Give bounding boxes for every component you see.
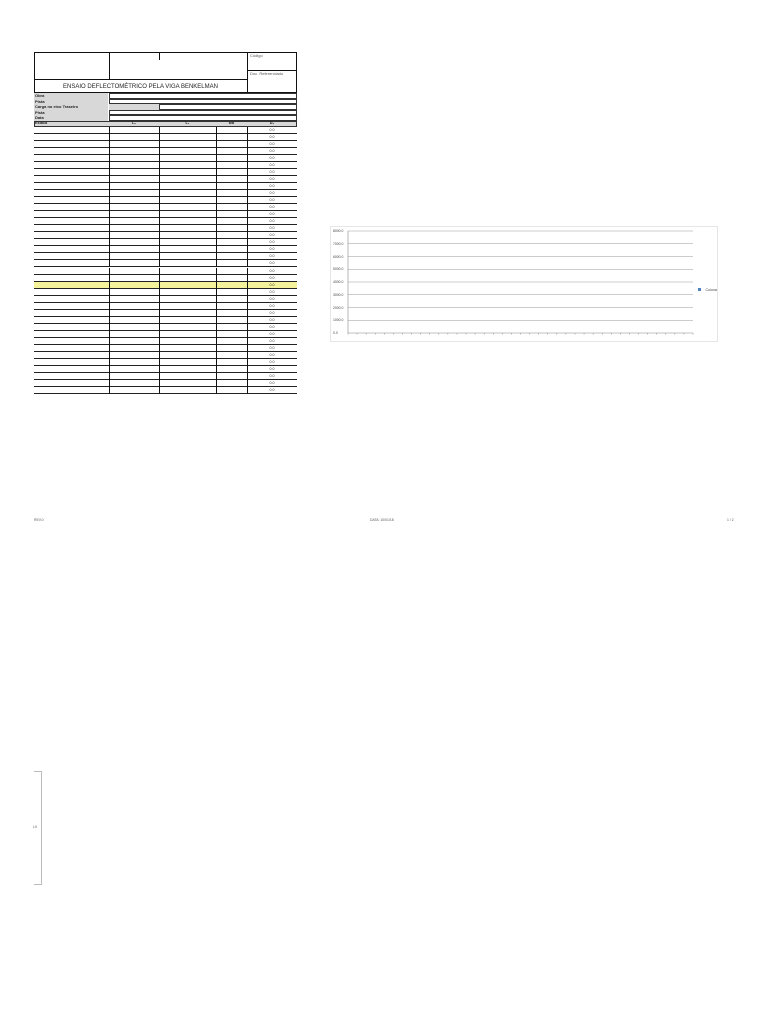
row-divider — [109, 345, 110, 352]
row-divider — [159, 197, 160, 204]
legend-swatch — [698, 288, 701, 291]
row-divider — [159, 373, 160, 380]
row-divider — [159, 134, 160, 141]
row-divider — [216, 239, 217, 246]
row-divider — [159, 162, 160, 169]
row-divider — [109, 331, 110, 338]
legend-label: Coluna — [705, 287, 717, 292]
row-divider — [159, 345, 160, 352]
row-divider — [109, 338, 110, 345]
row-divider — [109, 232, 110, 239]
row-divider — [216, 197, 217, 204]
row-divider — [216, 387, 217, 394]
row-divider — [159, 296, 160, 303]
row-divider — [159, 268, 160, 275]
row-divider — [216, 338, 217, 345]
row-divider — [216, 260, 217, 267]
deflection-value: 0.0 — [269, 367, 275, 372]
row-divider — [109, 317, 110, 324]
deflection-value: 0.0 — [269, 190, 275, 195]
row-divider — [109, 218, 110, 225]
y-tick-label: 6000.0 — [333, 254, 344, 259]
row-divider — [109, 253, 110, 260]
row-divider — [109, 162, 110, 169]
deflection-value: 0.0 — [269, 381, 275, 386]
codigo-label: Código — [250, 53, 263, 58]
row-divider — [159, 148, 160, 155]
side-tab-label: LX — [33, 825, 38, 829]
deflection-value: 0.0 — [269, 289, 275, 294]
row-divider — [159, 190, 160, 197]
row-divider — [159, 127, 160, 134]
row-divider — [216, 331, 217, 338]
row-divider — [159, 387, 160, 394]
row-divider — [159, 324, 160, 331]
row-divider — [109, 387, 110, 394]
column-header: L₀ — [131, 121, 137, 125]
row-divider — [216, 310, 217, 317]
chart-legend — [698, 281, 717, 292]
row-divider — [109, 275, 110, 282]
row-divider — [109, 127, 110, 134]
deflection-value: 0.0 — [269, 247, 275, 252]
deflection-value: 0.0 — [269, 360, 275, 365]
row-divider — [109, 155, 110, 162]
row-divider — [216, 134, 217, 141]
row-divider — [216, 148, 217, 155]
chart-container — [330, 226, 718, 342]
row-divider — [109, 225, 110, 232]
row-divider — [159, 155, 160, 162]
footer-page: 1 / 2 — [727, 518, 734, 522]
row-divider — [109, 366, 110, 373]
row-divider — [216, 289, 217, 296]
row-divider — [159, 253, 160, 260]
row-divider — [159, 310, 160, 317]
row-divider — [216, 232, 217, 239]
deflection-value: 0.0 — [269, 212, 275, 217]
row-divider — [216, 352, 217, 359]
row-divider — [159, 141, 160, 148]
deflection-value: 0.0 — [269, 162, 275, 167]
deflection-value: 0.0 — [269, 155, 275, 160]
row-divider — [159, 282, 160, 289]
row-divider — [159, 275, 160, 282]
deflection-value: 0.0 — [269, 127, 275, 132]
deflection-value: 0.0 — [269, 226, 275, 231]
row-divider — [159, 338, 160, 345]
row-divider — [109, 211, 110, 218]
y-tick-label: 4000.0 — [333, 280, 344, 284]
row-divider — [109, 204, 110, 211]
deflection-value: 0.0 — [269, 219, 275, 224]
row-divider — [109, 141, 110, 148]
column-header: D₀ — [269, 121, 275, 125]
row-divider — [109, 190, 110, 197]
deflection-value: 0.0 — [269, 233, 275, 238]
row-divider — [109, 268, 110, 275]
row-divider — [216, 366, 217, 373]
row-divider — [159, 239, 160, 246]
deflection-value: 0.0 — [269, 240, 275, 245]
row-divider — [109, 282, 110, 289]
row-divider — [159, 289, 160, 296]
row-divider — [159, 246, 160, 253]
y-tick-label: 0.0 — [333, 331, 338, 335]
row-divider — [109, 260, 110, 267]
field-label: Data — [34, 115, 108, 121]
deflection-value: 0.0 — [269, 353, 275, 358]
row-divider — [216, 190, 217, 197]
row-divider — [109, 373, 110, 380]
row-divider — [159, 359, 160, 366]
row-divider — [159, 317, 160, 324]
deflection-value: 0.0 — [269, 205, 275, 210]
row-divider — [159, 204, 160, 211]
row-divider — [216, 176, 217, 183]
deflection-value: 0.0 — [269, 374, 275, 379]
deflection-value: 0.0 — [269, 324, 275, 329]
deflection-value: 0.0 — [269, 183, 275, 188]
row-divider — [159, 303, 160, 310]
row-divider — [216, 225, 217, 232]
row-divider — [216, 268, 217, 275]
field-label: Pista — [34, 110, 108, 116]
row-divider — [109, 380, 110, 387]
row-divider — [216, 204, 217, 211]
deflection-value: 0.0 — [269, 388, 275, 393]
deflection-value: 0.0 — [269, 268, 275, 273]
row-divider — [109, 296, 110, 303]
y-tick-label: 1000.0 — [333, 318, 344, 323]
row-divider — [216, 324, 217, 331]
row-divider — [109, 183, 110, 190]
row-divider — [159, 218, 160, 225]
deflection-value: 0.0 — [269, 317, 275, 322]
row-divider — [159, 211, 160, 218]
deflection-value: 0.0 — [269, 176, 275, 181]
row-divider — [109, 310, 110, 317]
row-divider — [159, 225, 160, 232]
y-tick-label: 3000.0 — [333, 292, 344, 297]
row-divider — [216, 282, 217, 289]
field-label: Carga no eixo Traseiro — [34, 104, 108, 110]
y-tick-label: 5000.0 — [333, 267, 344, 272]
row-divider — [159, 176, 160, 183]
row-divider — [216, 141, 217, 148]
row-divider — [216, 253, 217, 260]
row-divider — [216, 359, 217, 366]
row-divider — [216, 317, 217, 324]
y-tick-label: 2000.0 — [333, 305, 344, 310]
row-divider — [159, 380, 160, 387]
field-label: Pista — [34, 99, 108, 105]
deflection-value: 0.0 — [269, 339, 275, 343]
row-divider — [109, 289, 110, 296]
y-tick-label: 8000.0 — [333, 229, 344, 233]
row-divider — [216, 169, 217, 176]
row-divider — [216, 127, 217, 134]
row-divider — [216, 380, 217, 387]
row-divider — [109, 169, 110, 176]
deflection-value: 0.0 — [269, 134, 275, 139]
row-divider — [216, 155, 217, 162]
row-divider — [216, 303, 217, 310]
column-header: L₁ — [185, 121, 190, 125]
row-divider — [216, 296, 217, 303]
row-divider — [109, 176, 110, 183]
row-divider — [109, 359, 110, 366]
row-divider — [159, 331, 160, 338]
deflection-value: 0.0 — [269, 346, 275, 351]
row-divider — [216, 345, 217, 352]
column-header: a/b — [228, 121, 235, 125]
row-divider — [216, 246, 217, 253]
field-label: Obra — [34, 93, 108, 99]
row-divider — [159, 366, 160, 373]
row-divider — [109, 197, 110, 204]
deflection-value: 0.0 — [269, 275, 275, 280]
deflection-value: 0.0 — [269, 254, 275, 259]
row-divider — [109, 352, 110, 359]
row-divider — [216, 211, 217, 218]
row-divider — [216, 275, 217, 282]
deflection-value: 0.0 — [269, 282, 275, 287]
deflection-value: 0.0 — [269, 261, 275, 266]
row-divider — [159, 169, 160, 176]
row-divider — [216, 218, 217, 225]
footer-revision: REV.0 — [34, 518, 44, 522]
column-header: Estaca — [35, 121, 48, 125]
deflection-value: 0.0 — [269, 148, 275, 153]
row-divider — [216, 183, 217, 190]
row-divider — [216, 162, 217, 169]
deflection-value: 0.0 — [269, 310, 275, 315]
row-divider — [109, 303, 110, 310]
row-divider — [109, 324, 110, 331]
row-divider — [109, 148, 110, 155]
deflection-value: 0.0 — [269, 198, 275, 202]
row-divider — [216, 373, 217, 380]
footer-date: DATA: 10/01/18 — [370, 518, 394, 522]
doc-ref-label: Doc. Referenciado — [250, 71, 284, 76]
deflection-value: 0.0 — [269, 169, 275, 174]
deflection-value: 0.0 — [269, 296, 275, 301]
deflection-value: 0.0 — [269, 303, 275, 308]
row-divider — [109, 239, 110, 246]
row-divider — [109, 134, 110, 141]
row-divider — [159, 232, 160, 239]
row-divider — [159, 352, 160, 359]
row-divider — [159, 260, 160, 267]
deflection-value: 0.0 — [269, 141, 275, 146]
deflection-value: 0.0 — [269, 331, 275, 336]
row-divider — [159, 183, 160, 190]
form-title: ENSAIO DEFLECTOMÉTRICO PELA VIGA BENKELMAN — [63, 84, 218, 90]
row-divider — [109, 246, 110, 253]
y-tick-label: 7000.0 — [333, 241, 344, 246]
